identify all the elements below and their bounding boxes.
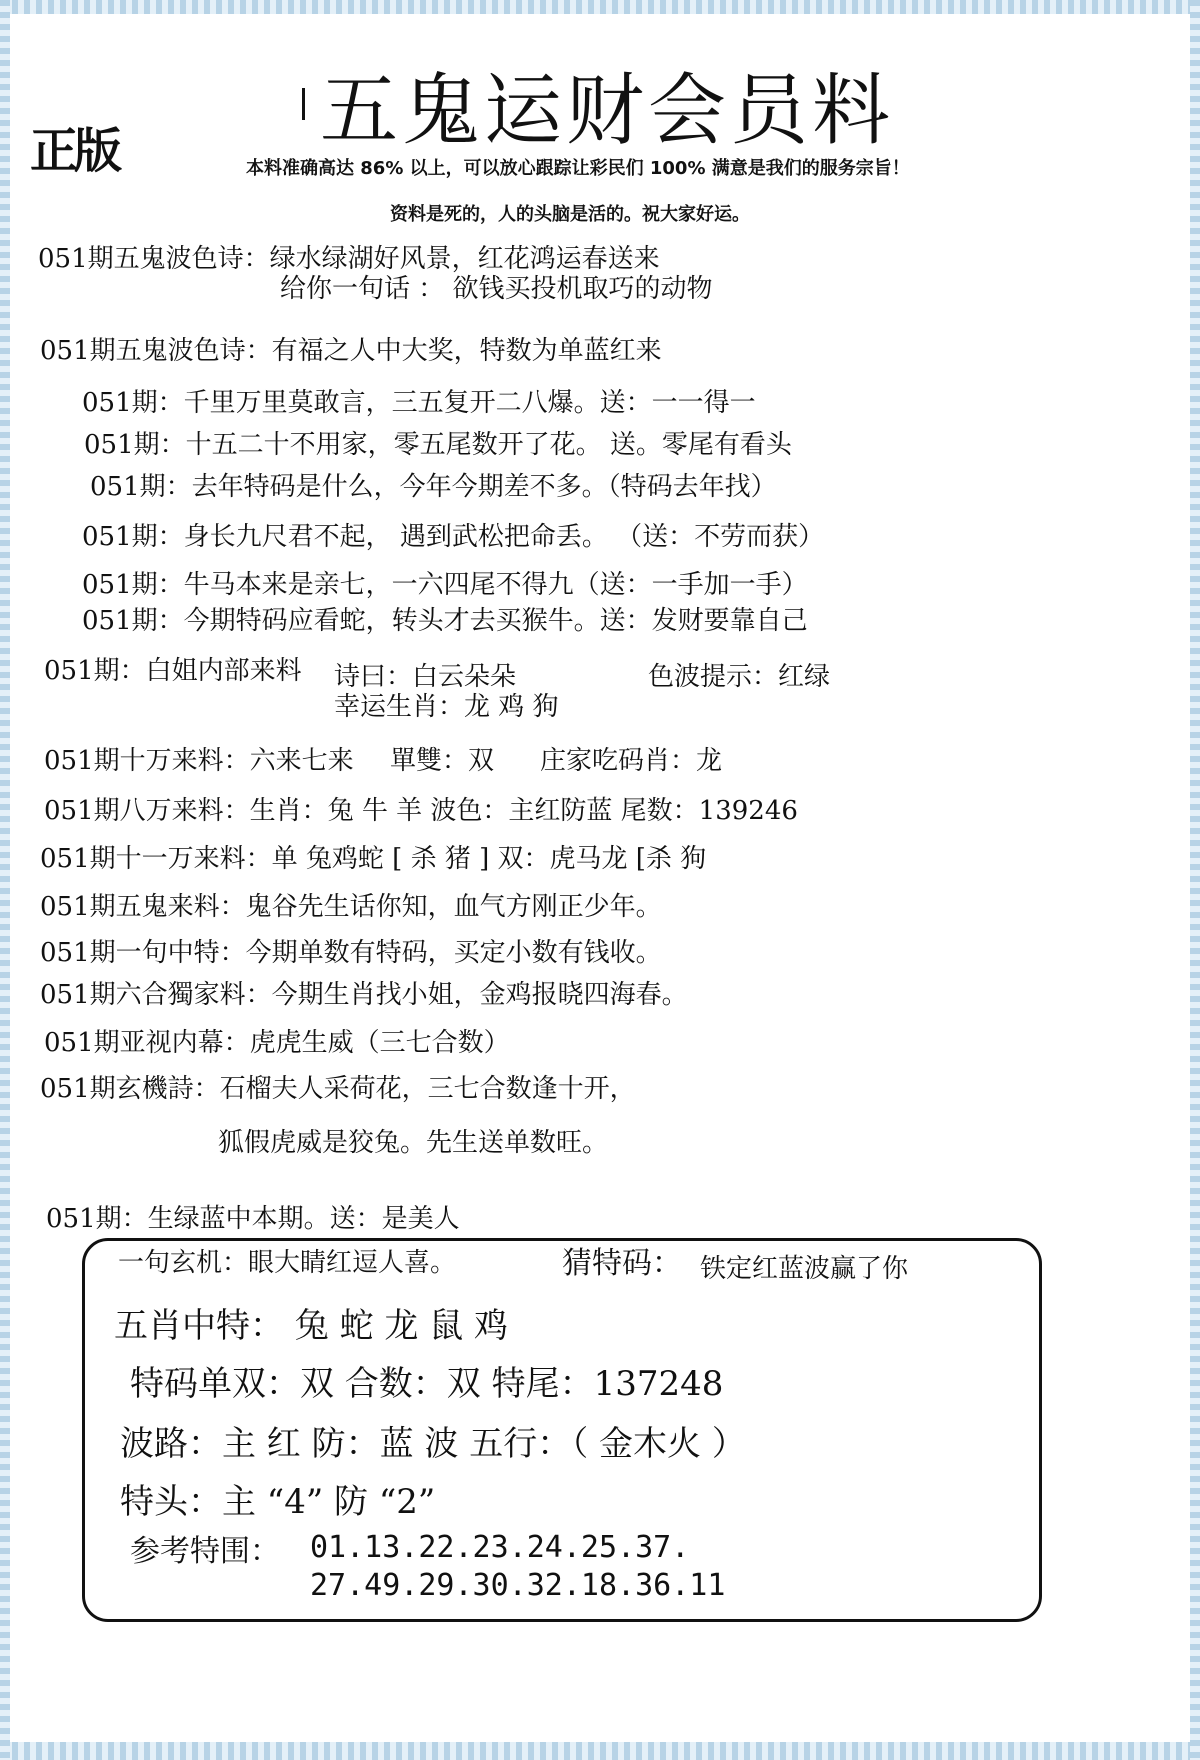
left-watermark-border (0, 0, 10, 1760)
top-watermark-border (0, 0, 1200, 14)
hint-line: 给你一句话 ： 欲钱买投机取巧的动物 (280, 274, 713, 304)
subtitle-blessing: 资料是死的，人的头脑是活的。祝大家好运。 (390, 204, 750, 225)
box-odd-even: 特码单双：双 合数：双 特尾：137248 (130, 1364, 724, 1404)
box-ref-row2: 27.49.29.30.32.18.36.11 (310, 1568, 726, 1603)
exclusive-line: 051期六合獨家料：今期生肖找小姐，金鸡报晓四海春。 (40, 980, 688, 1010)
box-ref-label: 参考特围： (130, 1534, 280, 1569)
page-title: 五鬼运财会员料 (320, 66, 895, 156)
source-100k: 051期十万来料：六来七来 (44, 746, 354, 776)
prediction-line: 051期：千里万里莫敢言，三五复开二八爆。送：一一得一 (82, 388, 756, 418)
banker-zodiac: 庄家吃码肖：龙 (540, 746, 723, 776)
mystic-poem-line-2: 狐假虎威是狡兔。先生送单数旺。 (218, 1128, 609, 1158)
color-wave-hint: 色波提示：红绿 (648, 662, 831, 692)
box-guess-value: 铁定红蓝波赢了你 (700, 1254, 909, 1284)
authentic-stamp: 正版 (30, 123, 119, 179)
prediction-line: 051期：牛马本来是亲七，一六四尾不得九（送：一手加一手） (82, 570, 808, 600)
box-head: 特头：主 “4” 防 “2” (120, 1482, 436, 1522)
atv-inside-line: 051期亚视内幕：虎虎生威（三七合数） (44, 1028, 510, 1058)
mystic-poem-line: 051期玄機詩：石榴夫人采荷花，三七合数逢十开， (40, 1074, 636, 1104)
prediction-line: 051期：今期特码应看蛇，转头才去买猴牛。送：发财要靠自己 (82, 606, 808, 636)
prediction-line: 051期：身长九尺君不起， 遇到武松把命丢。 （送：不劳而获） (82, 522, 825, 552)
box-ref-row1: 01.13.22.23.24.25.37. (310, 1530, 690, 1565)
right-watermark-border (1190, 0, 1200, 1760)
source-110k: 051期十一万来料：单 兔鸡蛇 [ 杀 猪 ] 双：虎马龙 [杀 狗 (40, 844, 707, 874)
odd-even: 單雙：双 (390, 746, 495, 776)
poem-line: 051期五鬼波色诗：绿水绿湖好风景，红花鸿运春送来 (38, 244, 660, 274)
lucky-zodiac: 幸运生肖：龙 鸡 狗 (334, 692, 559, 722)
poem-says: 诗曰：白云朵朵 (334, 662, 517, 692)
box-five-zodiac: 五肖中特： 兔 蛇 龙 鼠 鸡 (114, 1306, 509, 1346)
bottom-watermark-border (0, 1742, 1200, 1760)
title-decoration (302, 88, 305, 120)
green-blue-line: 051期：生绿蓝中本期。送：是美人 (46, 1204, 460, 1234)
one-sentence: 051期一句中特：今期单数有特码，买定小数有钱收。 (40, 938, 662, 968)
source-80k: 051期八万来料：生肖：兔 牛 羊 波色：主红防蓝 尾数：139246 (44, 796, 798, 826)
box-riddle: 一句玄机：眼大睛红逗人喜。 (118, 1248, 457, 1278)
box-wave: 波路：主 红 防：蓝 波 五行：（ 金木火 ） (120, 1424, 746, 1464)
box-guess-label: 猜特码： (562, 1246, 682, 1281)
subtitle-accuracy: 本料准确高达 86% 以上，可以放心跟踪让彩民们 100% 满意是我们的服务宗旨！ (246, 158, 910, 179)
baijie-line: 051期：白姐内部来料 (44, 656, 302, 686)
prediction-line: 051期：十五二十不用家，零五尾数开了花。 送。零尾有看头 (84, 430, 792, 460)
poem-line: 051期五鬼波色诗：有福之人中大奖，特数为单蓝红来 (40, 336, 662, 366)
source-five-ghosts: 051期五鬼来料：鬼谷先生话你知，血气方刚正少年。 (40, 892, 662, 922)
prediction-line: 051期：去年特码是什么，今年今期差不多。（特码去年找） (90, 472, 777, 502)
